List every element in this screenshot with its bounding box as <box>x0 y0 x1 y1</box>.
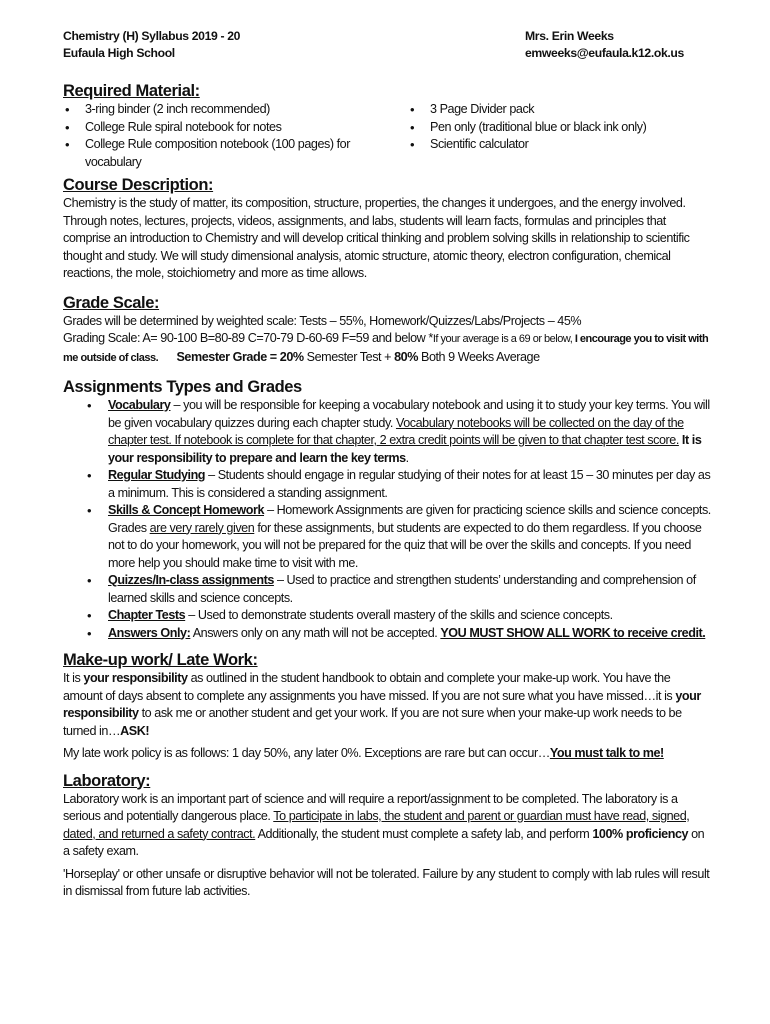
quiz-text: – Used to practice and strengthen students’ understanding and comprehension of learned skills and science concepts. <box>108 573 696 605</box>
makeup-section <box>63 650 711 763</box>
course-description-heading: Course Description: <box>63 176 214 194</box>
homework-text-1: – Homework Assignments are given for practicing science skills and science concepts. Grades <box>108 503 711 535</box>
header-left <box>63 28 240 61</box>
quiz-title: Quizzes/In-class assignments <box>108 573 274 587</box>
list-item: • Pen only (traditional blue or black ink only) <box>408 119 708 137</box>
required-material-heading: Required Material: <box>63 82 200 100</box>
list-item: • 3-ring binder (2 inch recommended) <box>63 101 408 119</box>
course-title: Chemistry (H) Syllabus 2019 - 20 <box>63 29 241 43</box>
makeup-t2: as outlined in the student handbook to obtain and complete your make-up work. You have the amount of days absent to complete any assignments you have missed. If you are not sure what you have missed…it is <box>63 671 676 703</box>
teacher-email: emweeks@eufaula.k12.ok.us <box>525 45 684 60</box>
course-description-section <box>63 175 711 283</box>
horseplay-text: 'Horseplay' or other unsafe or disruptive behavior will not be tolerated. Failure by any student to comply with lab rules will result in dismissal from future lab activities. <box>63 866 710 898</box>
late-policy <box>63 745 711 763</box>
study-title: Regular Studying <box>108 468 206 482</box>
test-title: Chapter Tests <box>108 608 186 622</box>
list-item <box>63 607 711 625</box>
material-columns <box>63 101 711 171</box>
makeup-b3: ASK! <box>120 723 150 738</box>
material-list-left <box>63 101 408 171</box>
semester-pct-2: 80% <box>394 349 418 364</box>
syllabus-page <box>63 28 711 901</box>
vocab-bold: It is your responsibility to prepare and learn the key terms <box>108 433 702 465</box>
assignments-section <box>63 377 711 642</box>
grading-note: If your average is a 69 or below, <box>432 333 575 345</box>
makeup-b2: your responsibility <box>63 688 701 720</box>
grade-weights: Grades will be determined by weighted scale: Tests – 55%, Homework/Quizzes/Labs/Projects – 45% <box>63 313 582 328</box>
teacher-name: Mrs. Erin Weeks <box>525 29 614 43</box>
semester-end: Both 9 Weeks Average <box>417 349 540 364</box>
list-item: • Scientific calculator <box>408 136 708 154</box>
late-policy-text: My late work policy is as follows: 1 day 50%, any later 0%. Exceptions are rare but can occur… <box>63 746 550 760</box>
laboratory-text <box>63 791 711 861</box>
vocab-title: Vocabulary <box>108 398 171 412</box>
material-list-right <box>408 101 708 171</box>
lab-t3: on a safety exam. <box>63 826 705 858</box>
lab-t1: Laboratory work is an important part of science and will require a report/assignment to be completed. The laboratory is a serious and potentially dangerous place. <box>63 791 678 823</box>
lab-underlined: To participate in labs, the student and parent or guardian must have read, signed, dated, and returned a safety contract. <box>63 809 690 841</box>
course-description-text: Chemistry is the study of matter, its composition, structure, properties, the changes it undergoes, and the energy involved. Through notes, lectures, projects, videos, assignments, and labs, students will learn facts, formulas and principles that comprise an introduction to Chemistry and will develop critical thinking and problem solving skills in relationship to scientific thought and study. We will study dimensional analysis, atomic structure, atomic theory, electron configuration, chemical reactions, the mole, stoichiometry and more as time allows. <box>63 196 690 280</box>
grade-scale-heading: Grade Scale: <box>63 293 160 312</box>
required-material-section <box>63 81 711 171</box>
makeup-t3: to ask me or another student and get your work. If you are not sure when your make-up work needs to be turned in… <box>63 706 682 738</box>
assignments-heading: Assignments Types and Grades <box>63 378 302 396</box>
header-right <box>525 28 711 61</box>
answers-bold: YOU MUST SHOW ALL WORK to receive credit. <box>440 625 706 640</box>
makeup-t1: It is <box>63 671 84 685</box>
answers-title: Answers Only: <box>108 625 191 640</box>
grading-scale-text: Grading Scale: A= 90-100 B=80-89 C=70-79 D-60-69 F=59 and below * <box>63 331 433 345</box>
makeup-text <box>63 670 711 740</box>
list-item: • College Rule spiral notebook for notes <box>63 119 408 137</box>
homework-title: Skills & Concept Homework <box>108 503 265 517</box>
list-item <box>63 467 711 502</box>
semester-mid: Semester Test + <box>303 349 395 364</box>
makeup-b1: your responsibility <box>83 671 188 685</box>
test-text: – Used to demonstrate students overall mastery of the skills and science concepts. <box>185 608 613 622</box>
homework-underlined: are very rarely given <box>149 520 255 535</box>
vocab-end: . <box>405 450 409 465</box>
list-item <box>63 572 711 607</box>
homework-text-2: for these assignments, but students are expected to do them regardless. If you choose not to do your homework, you will not be prepared for the quiz that will be over the skills and concepts. If you need more help you should make time to visit with me. <box>108 520 702 570</box>
makeup-heading: Make-up work/ Late Work: <box>63 651 258 669</box>
list-item <box>63 397 711 467</box>
grading-scale <box>63 330 711 367</box>
list-item: • College Rule composition notebook (100 pages) for vocabulary <box>63 136 408 171</box>
assignment-list <box>63 397 711 642</box>
list-item: • 3 Page Divider pack <box>408 101 708 119</box>
laboratory-section <box>63 771 711 901</box>
list-item <box>63 625 711 643</box>
vocab-underlined: Vocabulary notebooks will be collected on the day of the chapter test. If notebook is complete for that chapter, 2 extra credit points will be given to that chapter test score. <box>108 415 684 447</box>
grade-scale-section <box>63 293 711 368</box>
document-header <box>63 28 711 61</box>
laboratory-heading: Laboratory: <box>63 771 151 790</box>
answers-text: Answers only on any math will not be accepted. <box>190 625 441 640</box>
list-item <box>63 502 711 572</box>
late-policy-bold: You must talk to me! <box>549 746 664 760</box>
lab-bold: 100% proficiency <box>592 826 689 841</box>
semester-label: Semester Grade = <box>176 349 280 364</box>
school-name: Eufaula High School <box>63 45 175 60</box>
study-text: – Students should engage in regular studying of their notes for at least 15 – 30 minutes per day as a minimum. This is considered a standing assignment. <box>108 468 711 500</box>
semester-pct-1: 20% <box>279 349 304 364</box>
lab-t2: Additionally, the student must complete a safety lab, and perform <box>255 826 593 841</box>
grading-encourage: I encourage you to visit with me outside of class. <box>63 333 709 364</box>
vocab-text: – you will be responsible for keeping a vocabulary notebook and using it to study your key terms. You will be given vocabulary quizzes during each chapter study. <box>108 398 710 430</box>
